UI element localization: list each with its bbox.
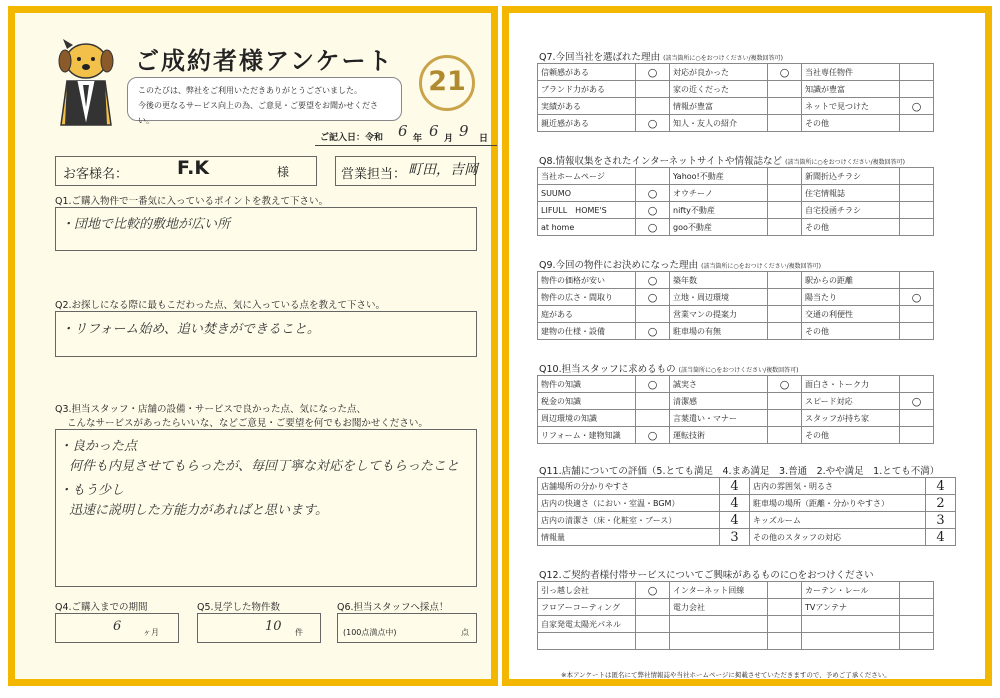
q6-label: Q6.担当スタッフへ採点！ [337, 602, 449, 613]
table-row [538, 599, 934, 616]
table-row [538, 98, 934, 115]
option-mark [768, 633, 802, 650]
date-month-unit: 月 [444, 134, 454, 144]
table-row [538, 393, 934, 410]
q12-label: Q12.ご契約者様付帯サービスについてご興味があるものに○をおつけください [539, 570, 874, 581]
option-mark [768, 306, 802, 323]
eval-score: 4 [720, 495, 750, 512]
table-row [538, 427, 934, 444]
customer-name-label: お客様名： [63, 167, 129, 182]
q3-label-1: Q3.担当スタッフ・店舗の設備・サービスで良かった点、気になった点、 [55, 404, 367, 415]
eval-score: 4 [720, 512, 750, 529]
q1-answer: ・団地で比較的敷地が広い所 [61, 217, 231, 232]
eval-score: 3 [720, 529, 750, 546]
option-mark: ○ [636, 582, 670, 599]
table-row [538, 582, 934, 599]
option-mark: ○ [636, 272, 670, 289]
option-label: goo不動産 [670, 219, 768, 236]
option-label: 築年数 [670, 272, 768, 289]
q6-unit: 点 [461, 628, 469, 637]
greeting-line-2: 今後の更なるサービス向上の為、ご意見・ご要望をお聞かせください。 [138, 101, 378, 125]
option-label: インターネット回線 [670, 582, 768, 599]
q3-answer-line-3: ・もう少し [59, 483, 125, 498]
eval-item-label: キッズルーム [750, 512, 926, 529]
option-label: TVアンテナ [802, 599, 900, 616]
q5-value: 10 [265, 619, 282, 634]
date-day-unit: 日 [479, 134, 489, 144]
table-row [538, 323, 934, 340]
option-label: 物件の知識 [538, 376, 636, 393]
option-label [538, 633, 636, 650]
option-mark [636, 168, 670, 185]
date-day: 9 [459, 122, 469, 140]
survey-left-page [8, 6, 498, 686]
mascot-dog-icon [53, 37, 119, 129]
q12-table [537, 581, 934, 650]
table-row [538, 495, 956, 512]
option-label: 親近感がある [538, 115, 636, 132]
option-mark [768, 115, 802, 132]
option-mark [768, 168, 802, 185]
option-label: LIFULL HOME'S [538, 202, 636, 219]
option-label [670, 633, 768, 650]
q10-table [537, 375, 934, 444]
option-label: オウチーノ [670, 185, 768, 202]
option-mark: ○ [636, 376, 670, 393]
greeting-line-1: このたびは、弊社をご利用いただきありがとうございました。 [138, 86, 362, 95]
q2-answer: ・リフォーム始め、追い焚きができること。 [61, 322, 320, 337]
option-mark [768, 582, 802, 599]
option-mark: ○ [636, 64, 670, 81]
q2-label: Q2.お探しになる際に最もこだわった点、気に入っている点を教えて下さい。 [55, 300, 385, 311]
eval-item-label: 店内の雰囲気・明るさ [750, 478, 926, 495]
option-label: Yahoo!不動産 [670, 168, 768, 185]
option-mark [900, 633, 934, 650]
option-label: at home [538, 219, 636, 236]
option-label: 建物の仕様・設備 [538, 323, 636, 340]
option-mark [768, 599, 802, 616]
option-label: 物件の価格が安い [538, 272, 636, 289]
eval-item-label: 店舗場所の分かりやすさ [538, 478, 720, 495]
q10-label: Q10.担当スタッフに求めるもの (該当箇所に○をおつけください/複数回答可) [539, 364, 799, 375]
option-label: 電力会社 [670, 599, 768, 616]
option-label: 清潔感 [670, 393, 768, 410]
q7-table [537, 63, 934, 132]
option-label: その他 [802, 427, 900, 444]
greeting-bubble [127, 77, 402, 125]
option-label: ネットで見つけた [802, 98, 900, 115]
option-mark [900, 306, 934, 323]
option-mark [900, 427, 934, 444]
option-label: 言葉遣い・マナー [670, 410, 768, 427]
option-mark: ○ [636, 185, 670, 202]
option-mark [768, 616, 802, 633]
option-label [802, 633, 900, 650]
option-mark [636, 393, 670, 410]
option-mark [900, 272, 934, 289]
option-label: 面白さ・トーク力 [802, 376, 900, 393]
option-label: 立地・周辺環境 [670, 289, 768, 306]
option-label: 誠実さ [670, 376, 768, 393]
survey-title: ご成約者様アンケート [135, 47, 394, 75]
option-label: 対応が良かった [670, 64, 768, 81]
option-label: 当社ホームページ [538, 168, 636, 185]
option-mark: ○ [900, 393, 934, 410]
table-row [538, 529, 956, 546]
table-row [538, 478, 956, 495]
eval-score: 4 [926, 478, 956, 495]
option-mark: ○ [636, 427, 670, 444]
century21-logo: 21 [419, 55, 475, 111]
option-mark [636, 633, 670, 650]
eval-item-label: 駐車場の場所（距離・分かりやすさ） [750, 495, 926, 512]
q4-unit: ヶ月 [143, 628, 159, 637]
option-mark [636, 98, 670, 115]
option-mark [768, 323, 802, 340]
option-label: 実績がある [538, 98, 636, 115]
option-mark [636, 599, 670, 616]
date-year-unit: 年 [413, 134, 423, 144]
table-row [538, 633, 934, 650]
option-mark [900, 64, 934, 81]
option-label: 税金の知識 [538, 393, 636, 410]
eval-score: 4 [720, 478, 750, 495]
eval-item-label: その他のスタッフの対応 [750, 529, 926, 546]
option-label: 交通の利便性 [802, 306, 900, 323]
table-row [538, 64, 934, 81]
q6-note: (100点満点中) [343, 628, 397, 637]
option-mark [636, 410, 670, 427]
option-mark [900, 219, 934, 236]
option-label: 住宅情報誌 [802, 185, 900, 202]
eval-score: 3 [926, 512, 956, 529]
customer-name-suffix: 様 [277, 165, 290, 179]
option-label: 知識が豊富 [802, 81, 900, 98]
staff-name-value: 町田，吉岡 [408, 162, 478, 178]
option-label: 庭がある [538, 306, 636, 323]
q9-label: Q9.今回の物件にお決めになった理由 (該当箇所に○をおつけください/複数回答可) [539, 260, 821, 271]
table-row [538, 376, 934, 393]
table-row [538, 219, 934, 236]
table-row [538, 185, 934, 202]
option-label: nifty不動産 [670, 202, 768, 219]
q4-label: Q4.ご購入までの期間 [55, 602, 148, 613]
option-label: 家の近くだった [670, 81, 768, 98]
option-label: その他 [802, 323, 900, 340]
option-label [802, 616, 900, 633]
option-mark [900, 323, 934, 340]
option-mark: ○ [768, 376, 802, 393]
date-underline [315, 145, 497, 146]
option-mark [900, 410, 934, 427]
q7-label: Q7.今回当社を選ばれた理由 (該当箇所に○をおつけください/複数回答可) [539, 52, 783, 63]
option-mark [768, 272, 802, 289]
option-mark: ○ [636, 115, 670, 132]
option-mark [768, 289, 802, 306]
option-mark [768, 185, 802, 202]
eval-item-label: 店内の快適さ（におい・室温・BGM） [538, 495, 720, 512]
option-mark: ○ [768, 64, 802, 81]
table-row [538, 202, 934, 219]
option-mark [900, 202, 934, 219]
option-label: 駐車場の有無 [670, 323, 768, 340]
staff-label: 営業担当： [341, 167, 407, 182]
option-mark: ○ [636, 323, 670, 340]
option-label: 当社専任物件 [802, 64, 900, 81]
option-mark: ○ [900, 98, 934, 115]
survey-right-page [502, 6, 992, 686]
option-mark [768, 427, 802, 444]
option-mark [900, 376, 934, 393]
q8-label: Q8.情報収集をされたインターネットサイトや情報誌など (該当箇所に○をおつけください/複数回答可) [539, 156, 905, 167]
option-label: 自宅投函チラシ [802, 202, 900, 219]
option-label [670, 616, 768, 633]
option-label: リフォーム・建物知識 [538, 427, 636, 444]
option-mark [900, 616, 934, 633]
option-mark [768, 202, 802, 219]
table-row [538, 168, 934, 185]
table-row [538, 115, 934, 132]
option-mark [768, 98, 802, 115]
date-year: 6 [398, 122, 408, 140]
option-mark [636, 81, 670, 98]
option-mark: ○ [900, 289, 934, 306]
date-month: 6 [429, 122, 439, 140]
footer-note: ※本アンケートは匿名にて弊社情報誌や当社ホームページに掲載させていただきますので、予めご了承ください。 [561, 671, 891, 679]
q9-table [537, 271, 934, 340]
option-label: 新聞折込チラシ [802, 168, 900, 185]
option-mark [768, 219, 802, 236]
q5-label: Q5.見学した物件数 [197, 602, 281, 613]
option-label: その他 [802, 219, 900, 236]
option-mark [900, 168, 934, 185]
table-row [538, 410, 934, 427]
option-label: 知人・友人の紹介 [670, 115, 768, 132]
eval-item-label: 店内の清潔さ（床・化粧室・ブース） [538, 512, 720, 529]
option-label: 周辺環境の知識 [538, 410, 636, 427]
option-mark [636, 306, 670, 323]
option-mark [768, 410, 802, 427]
table-row [538, 272, 934, 289]
q11-table [537, 477, 956, 546]
q5-unit: 件 [295, 628, 303, 637]
eval-score: 2 [926, 495, 956, 512]
option-label: 自家発電太陽光パネル [538, 616, 636, 633]
q3-label-2: こんなサービスがあったらいいな、などご意見・ご要望を何でもお聞かせください。 [67, 418, 428, 429]
eval-score: 4 [926, 529, 956, 546]
table-row [538, 512, 956, 529]
table-row [538, 616, 934, 633]
q3-answer-line-2: 何件も内見させてもらったが、毎回丁寧な対応をしてもらったこと [69, 459, 460, 474]
q11-label: Q11.店舗についての評価（5.とても満足 4.まあ満足 3.普通 2.やや満足 1.とても不満） [539, 466, 940, 477]
option-mark: ○ [636, 289, 670, 306]
q3-answer-line-1: ・良かった点 [59, 439, 138, 454]
option-label: 情報が豊富 [670, 98, 768, 115]
option-label: 物件の広さ・間取り [538, 289, 636, 306]
option-mark [768, 393, 802, 410]
option-label: その他 [802, 115, 900, 132]
option-mark: ○ [636, 202, 670, 219]
option-label: カーテン・レール [802, 582, 900, 599]
option-mark: ○ [636, 219, 670, 236]
table-row [538, 306, 934, 323]
option-label: 信頼感がある [538, 64, 636, 81]
option-mark [900, 599, 934, 616]
option-label: 引っ越し会社 [538, 582, 636, 599]
option-label: 駅からの距離 [802, 272, 900, 289]
option-label: フロアーコーティング [538, 599, 636, 616]
customer-name-value: F.K [177, 157, 210, 179]
option-label: SUUMO [538, 185, 636, 202]
eval-item-label: 情報量 [538, 529, 720, 546]
option-mark [900, 81, 934, 98]
table-row [538, 81, 934, 98]
q1-label: Q1.ご購入物件で一番気に入っているポイントを教えて下さい。 [55, 196, 329, 207]
option-label: ブランド力がある [538, 81, 636, 98]
option-label: スタッフが持ち家 [802, 410, 900, 427]
table-row [538, 289, 934, 306]
option-label: 陽当たり [802, 289, 900, 306]
option-label: 営業マンの提案力 [670, 306, 768, 323]
option-label: 運転技術 [670, 427, 768, 444]
q4-value: 6 [113, 619, 122, 634]
option-mark [768, 81, 802, 98]
option-label: スピード対応 [802, 393, 900, 410]
q3-answer-line-4: 迅速に説明した方能力があればと思います。 [69, 503, 328, 518]
date-label: ご記入日：令和 [320, 133, 384, 143]
option-mark [900, 185, 934, 202]
option-mark [900, 582, 934, 599]
q8-table [537, 167, 934, 236]
option-mark [636, 616, 670, 633]
option-mark [900, 115, 934, 132]
